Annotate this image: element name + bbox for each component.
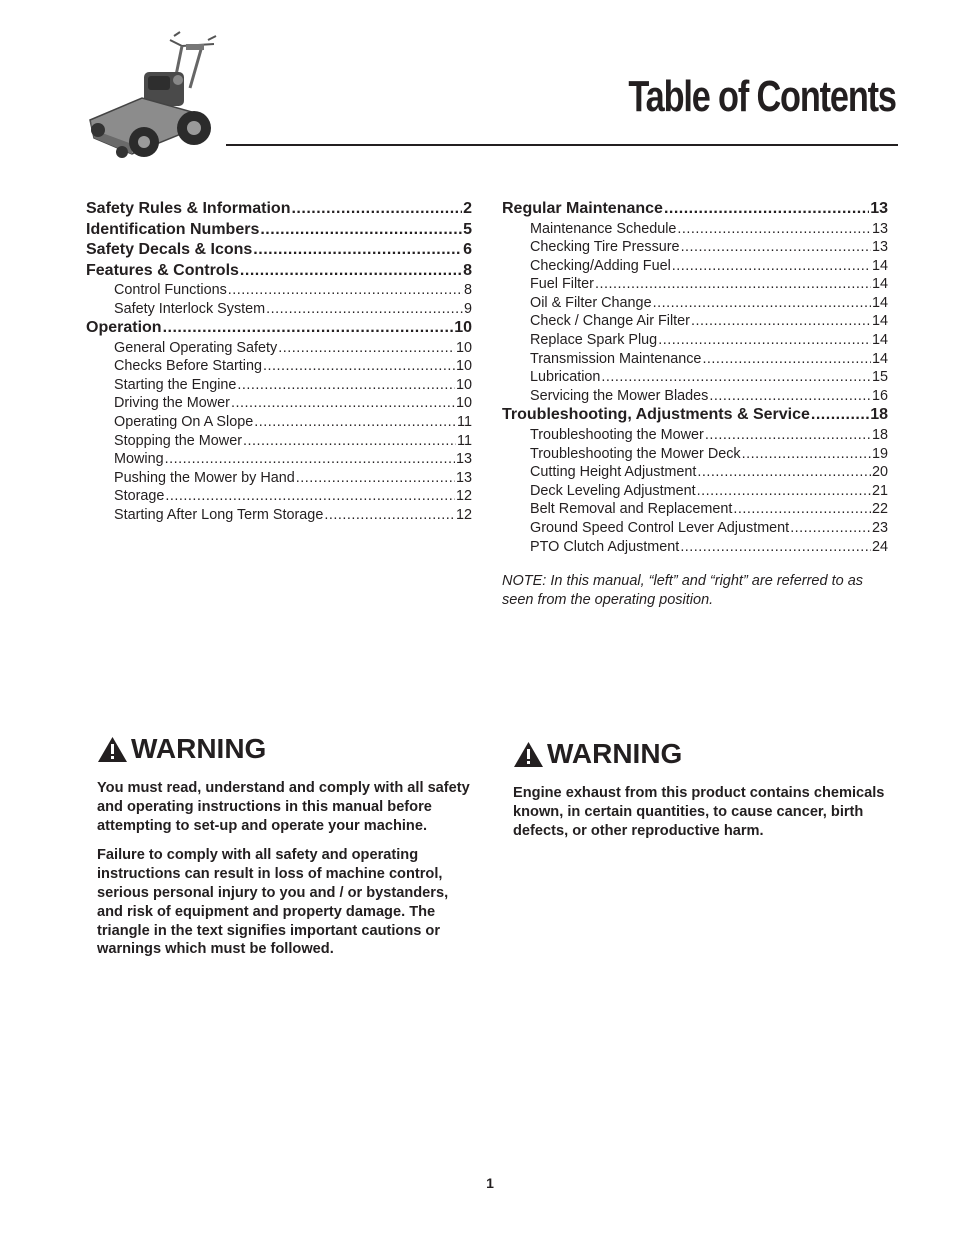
toc-subsection-entry: [502, 294, 888, 313]
toc-dot-leader: [263, 357, 455, 376]
toc-page-number: 18: [870, 406, 888, 424]
toc-subsection-entry: [502, 538, 888, 557]
toc-page-number: 23: [871, 519, 888, 536]
toc-page-number: 5: [463, 220, 472, 238]
toc-entry-title: PTO Clutch Adjustment: [530, 538, 680, 555]
warning-heading: WARNING: [131, 733, 267, 764]
toc-page-number: 14: [871, 313, 888, 330]
toc-subsection-entry: [502, 350, 888, 369]
toc-subsection-entry: [86, 339, 472, 358]
page-number: 1: [486, 1175, 494, 1191]
warning-box-left: [97, 733, 477, 959]
toc-page-number: 10: [455, 339, 472, 356]
toc-subsection-entry: [86, 432, 472, 451]
toc-section-entry: [86, 220, 472, 241]
toc-page-number: 19: [871, 445, 888, 462]
toc-subsection-entry: [502, 275, 888, 294]
toc-subsection-entry: [502, 220, 888, 239]
toc-subsection-entry: [86, 394, 472, 413]
toc-page-number: 18: [871, 426, 888, 443]
toc-entry-title: Pushing the Mower by Hand: [114, 469, 295, 486]
toc-page-number: 6: [463, 241, 472, 258]
toc-entry-title: Checking/Adding Fuel: [530, 257, 671, 274]
toc-subsection-entry: [502, 238, 888, 257]
warning-heading: WARNING: [547, 738, 683, 769]
toc-subsection-entry: [502, 387, 888, 406]
toc-entry-title: Stopping the Mower: [114, 432, 242, 449]
toc-entry-title: Safety Interlock System: [114, 300, 266, 317]
toc-subsection-entry: [502, 257, 888, 276]
toc-dot-leader: [278, 339, 455, 358]
toc-entry-title: Cutting Height Adjustment: [530, 464, 697, 481]
toc-entry-title: Maintenance Schedule: [530, 220, 677, 237]
warning-paragraph: You must read, understand and comply with all safety and operating instructions in this manual before attempting to set-up and operate your machine.: [97, 780, 470, 834]
toc-entry-title: Lubrication: [530, 369, 601, 386]
toc-page-number: 11: [457, 432, 472, 449]
toc-page-number: 13: [871, 239, 888, 256]
orientation-note: NOTE: In this manual, “left” and “right” are referred to as seen from the operating position.: [502, 573, 864, 608]
toc-entry-title: Identification Numbers: [86, 220, 260, 238]
toc-entry-title: Checking Tire Pressure: [530, 239, 680, 256]
toc-page-number: 15: [871, 369, 888, 386]
toc-entry-title: Belt Removal and Replacement: [530, 501, 733, 518]
warning-paragraph: Engine exhaust from this product contains chemicals known, in certain quantities, to cause cancer, birth defects, or other reproductive harm.: [513, 785, 885, 839]
toc-dot-leader: [733, 500, 871, 519]
toc-dot-leader: [254, 413, 456, 432]
warning-triangle-icon: [513, 741, 544, 768]
toc-subsection-entry: [86, 281, 472, 300]
toc-dot-leader: [742, 445, 871, 464]
toc-subsection-entry: [502, 463, 888, 482]
toc-dot-leader: [790, 519, 871, 538]
toc-page-number: 10: [455, 358, 472, 375]
toc-dot-leader: [165, 450, 455, 469]
toc-entry-title: Oil & Filter Change: [530, 294, 652, 311]
toc-entry-title: Mowing: [114, 451, 164, 468]
toc-page-number: 12: [455, 507, 472, 524]
toc-subsection-entry: [502, 519, 888, 538]
toc-dot-leader: [697, 482, 871, 501]
toc-page-number: 14: [871, 276, 888, 293]
toc-dot-leader: [253, 240, 462, 261]
toc-dot-leader: [691, 312, 871, 331]
toc-dot-leader: [680, 538, 871, 557]
toc-entry-title: Starting the Engine: [114, 376, 237, 393]
toc-page-number: 14: [871, 332, 888, 349]
title-rule: [226, 144, 898, 146]
toc-page-number: 21: [871, 482, 888, 499]
toc-subsection-entry: [86, 506, 472, 525]
toc-entry-title: Operating On A Slope: [114, 414, 254, 431]
toc-dot-leader: [702, 350, 871, 369]
toc-subsection-entry: [502, 312, 888, 331]
toc-dot-leader: [296, 469, 455, 488]
toc-dot-leader: [231, 394, 455, 413]
toc-subsection-entry: [86, 413, 472, 432]
toc-page-number: 24: [871, 538, 888, 555]
toc-page-number: 13: [455, 469, 472, 486]
toc-dot-leader: [266, 300, 463, 319]
toc-entry-title: Troubleshooting, Adjustments & Service: [502, 406, 810, 424]
toc-dot-leader: [163, 318, 454, 339]
toc-subsection-entry: [86, 487, 472, 506]
toc-page-number: 13: [455, 451, 472, 468]
toc-page-number: 12: [455, 488, 472, 505]
toc-page-number: 14: [871, 350, 888, 367]
toc-dot-leader: [705, 426, 871, 445]
toc-entry-title: Operation: [86, 319, 162, 337]
toc-subsection-entry: [502, 482, 888, 501]
toc-subsection-entry: [502, 426, 888, 445]
toc-page-number: 14: [871, 257, 888, 274]
toc-subsection-entry: [86, 300, 472, 319]
toc-dot-leader: [658, 331, 871, 350]
toc-dot-leader: [237, 376, 455, 395]
toc-subsection-entry: [86, 469, 472, 488]
toc-subsection-entry: [502, 500, 888, 519]
toc-subsection-entry: [502, 331, 888, 350]
toc-dot-leader: [260, 220, 462, 241]
mower-illustration: [82, 30, 222, 165]
toc-dot-leader: [595, 275, 871, 294]
toc-page-number: 11: [457, 414, 472, 431]
toc-page-number: 10: [455, 395, 472, 412]
toc-dot-leader: [811, 405, 869, 426]
toc-section-entry: [86, 318, 472, 339]
toc-section-entry: [86, 199, 472, 220]
toc-entry-title: Troubleshooting the Mower: [530, 426, 704, 443]
toc-subsection-entry: [86, 376, 472, 395]
toc-page-number: 16: [871, 387, 888, 404]
toc-page-number: 2: [463, 200, 472, 217]
toc-page-number: 22: [871, 501, 888, 518]
toc-dot-leader: [681, 238, 871, 257]
toc-dot-leader: [240, 261, 462, 282]
toc-entry-title: Safety Decals & Icons: [86, 241, 253, 258]
toc-entry-title: Storage: [114, 488, 165, 505]
toc-entry-title: Check / Change Air Filter: [530, 313, 690, 330]
toc-dot-leader: [672, 257, 871, 276]
toc-entry-title: General Operating Safety: [114, 339, 278, 356]
toc-dot-leader: [291, 199, 462, 220]
toc-page-number: 10: [454, 319, 472, 337]
toc-page-number: 8: [463, 282, 472, 298]
toc-dot-leader: [324, 506, 455, 525]
toc-entry-title: Fuel Filter: [530, 276, 594, 293]
warning-triangle-icon: [97, 736, 128, 763]
toc-dot-leader: [697, 463, 871, 482]
warning-paragraph: Failure to comply with all safety and operating instructions can result in loss of machine control, serious personal injury to you and / or bystanders, and risk of equipment and property damage. The triangle in the text signifies important cautions or warnings which must be followed.: [97, 847, 449, 958]
toc-subsection-entry: [502, 368, 888, 387]
toc-entry-title: Ground Speed Control Lever Adjustment: [530, 519, 790, 536]
toc-page-number: 13: [871, 220, 888, 237]
toc-entry-title: Starting After Long Term Storage: [114, 507, 324, 524]
toc-entry-title: Servicing the Mower Blades: [530, 387, 709, 404]
toc-entry-title: Troubleshooting the Mower Deck: [530, 445, 741, 462]
toc-entry-title: Replace Spark Plug: [530, 332, 658, 349]
toc-page-number: 14: [871, 294, 888, 311]
toc-dot-leader: [664, 199, 869, 220]
toc-page-number: 20: [871, 464, 888, 481]
toc-entry-title: Features & Controls: [86, 261, 239, 279]
toc-dot-leader: [243, 432, 456, 451]
page-title: Table of Contents: [628, 72, 896, 121]
toc-dot-leader: [709, 387, 871, 406]
toc-page-number: 13: [870, 200, 888, 217]
toc-section-entry: [502, 199, 888, 220]
toc-dot-leader: [677, 220, 871, 239]
toc-dot-leader: [601, 368, 871, 387]
toc-entry-title: Safety Rules & Information: [86, 200, 291, 217]
toc-right-column: [502, 199, 888, 556]
toc-dot-leader: [653, 294, 871, 313]
warning-box-right: [513, 738, 893, 840]
toc-subsection-entry: [86, 357, 472, 376]
toc-entry-title: Driving the Mower: [114, 395, 230, 412]
toc-dot-leader: [228, 281, 463, 300]
toc-section-entry: [502, 405, 888, 426]
toc-section-entry: [86, 261, 472, 282]
toc-entry-title: Transmission Maintenance: [530, 350, 702, 367]
toc-entry-title: Regular Maintenance: [502, 200, 663, 217]
toc-entry-title: Checks Before Starting: [114, 358, 262, 375]
toc-dot-leader: [165, 487, 455, 506]
toc-subsection-entry: [502, 445, 888, 464]
toc-left-column: [86, 199, 472, 525]
toc-page-number: 8: [463, 261, 472, 279]
toc-section-entry: [86, 240, 472, 261]
toc-page-number: 9: [463, 300, 472, 317]
toc-entry-title: Deck Leveling Adjustment: [530, 482, 696, 499]
toc-page-number: 10: [455, 376, 472, 393]
toc-entry-title: Control Functions: [114, 282, 227, 298]
toc-subsection-entry: [86, 450, 472, 469]
